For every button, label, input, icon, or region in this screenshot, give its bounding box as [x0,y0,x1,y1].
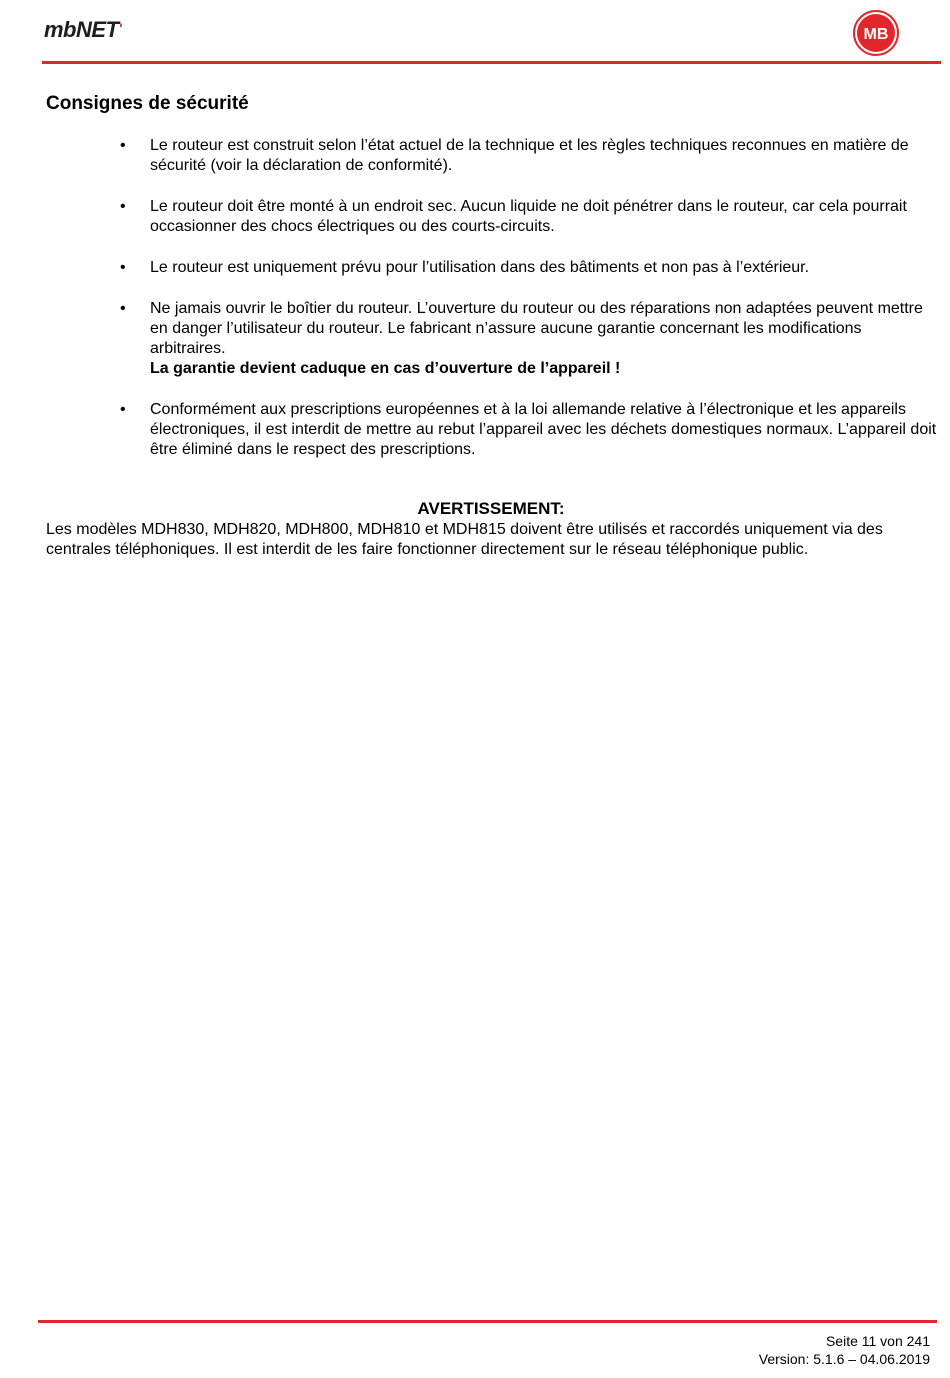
warning-block [46,498,936,560]
bullet-icon: • [120,259,126,276]
list-item-text: Le routeur doit être monté à un endroit sec. Aucun liquide ne doit pénétrer dans le routeur, car cela pourrait occasionner des chocs électriques ou des courts-circuits. [150,198,907,235]
list-item-text: Le routeur est construit selon l’état actuel de la technique et les règles techniques reconnues en matière de sécurité (voir la déclaration de conformité). [150,137,909,174]
page-header [0,0,950,66]
bullet-icon: • [120,198,126,215]
warning-text: Les modèles MDH830, MDH820, MDH800, MDH810 et MDH815 doivent être utilisés et raccordés uniquement via des centrales téléphoniques. Il est interdit de les faire fonctionner directement sur le réseau téléphonique public. [46,521,883,558]
list-item-text: Ne jamais ouvrir le boîtier du routeur. L’ouverture du routeur ou des réparations non adaptées peuvent mettre en danger l’utilisateur du routeur. Le fabricant n’assure aucune garantie concernant les modifications arbitraires. [150,300,923,357]
footer-divider [38,1320,937,1323]
version-info: Version: 5.1.6 – 04.06.2019 [758,1351,930,1367]
page-number: Seite 11 von 241 [825,1333,930,1349]
brand-mark: ' [118,20,122,36]
section-title: Consignes de sécurité [46,93,249,114]
bullet-icon: • [120,300,126,317]
main-content [46,90,937,481]
list-item [46,400,940,460]
warning-title: AVERTISSEMENT: [417,499,565,518]
mbnet-logo [44,16,121,44]
mb-badge-logo [853,10,899,56]
list-item [46,258,940,278]
list-item [46,299,940,379]
page-footer [759,1332,930,1368]
list-item [46,197,940,237]
bullet-icon: • [120,137,126,154]
safety-instructions-list [46,136,937,460]
warranty-warning: La garantie devient caduque en cas d’ouverture de l’appareil ! [150,360,621,377]
list-item [46,136,940,176]
list-item-text: Le routeur est uniquement prévu pour l’utilisation dans des bâtiments et non pas à l’extérieur. [150,259,810,276]
bullet-icon: • [120,401,126,418]
list-item-text: Conformément aux prescriptions européennes et à la loi allemande relative à l’électronique et les appareils électroniques, il est interdit de mettre au rebut l’appareil avec les déchets domestiques normaux. L’appareil doit être éliminé dans le respect des prescriptions. [150,401,937,458]
badge-text: MB [863,26,889,43]
brand-name: mbNET [44,17,119,42]
header-divider [42,61,941,64]
